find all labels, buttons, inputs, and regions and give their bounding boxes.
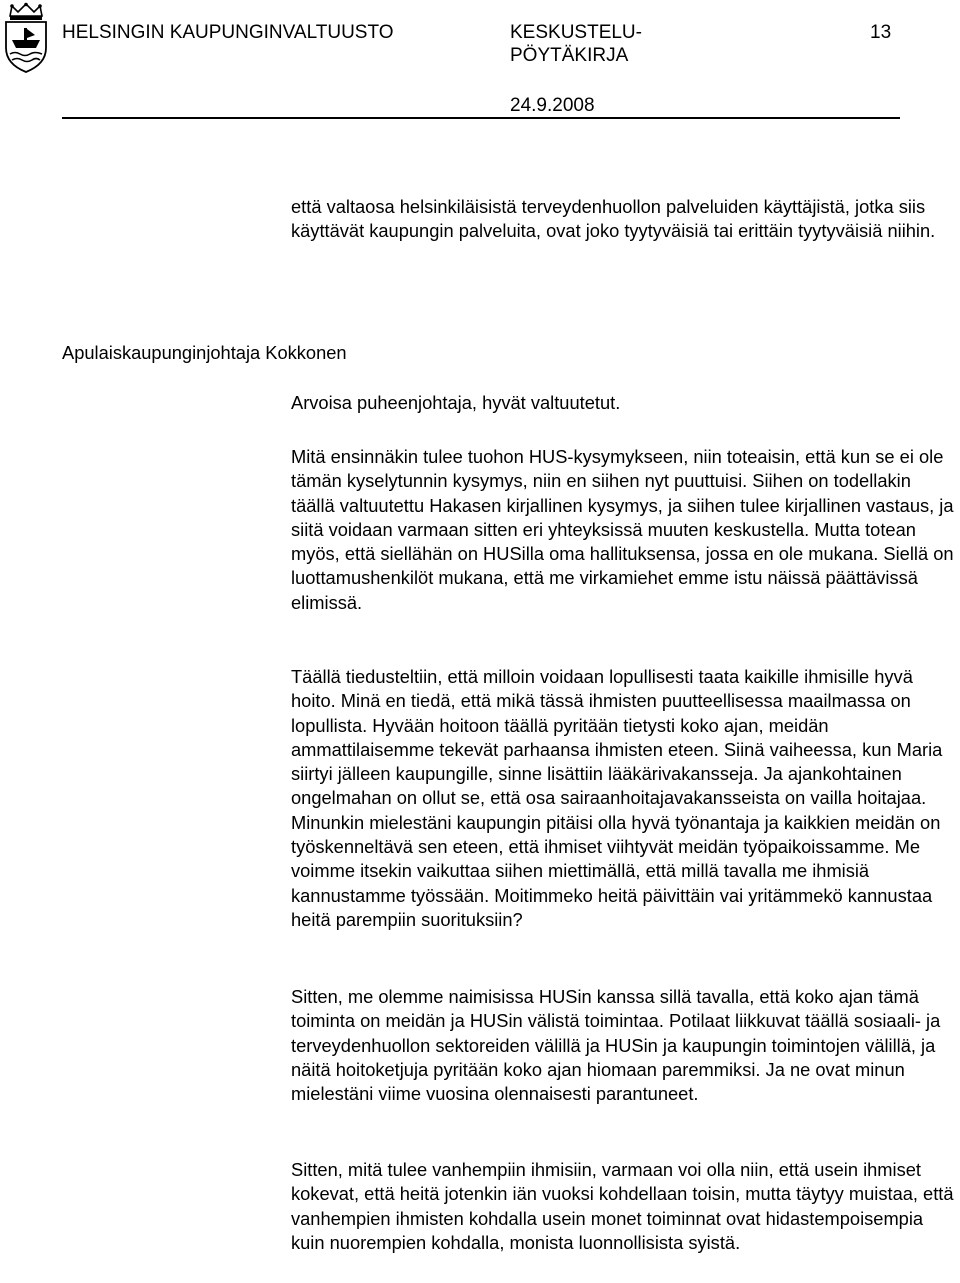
speech-paragraph-2: Täällä tiedusteltiin, että milloin voidaan lopullisesti taata kaikille ihmisille hyvä hoito. Minä en tiedä, että mikä tässä ihmisten puutteellisessa maailmassa on lopullista. Hyvään hoitoon täällä pyritään tietysti koko ajan, meidän ammattilaisemme tekevät parhaansa ihmisten eteen. Siinä vaiheessa, kun Maria siirtyi jälleen kaupungille, sinne lisättiin lääkärivakansseja. Ja ajankohtainen ongelmahan on ollut se, että osa sairaanhoitajavakansseista on vailla hoitajaa. Minunkin mielestäni kaupungin pitäisi olla hyvä työnantaja ja kaikkien meidän on työskenneltävä sen eteen, että ihmiset viihtyvät meidän työpaikoissamme. Me voimme itsekin vaikuttaa siihen miettimällä, että millä tavalla me ihmisiä kannustamme työssään. Moitimmeko heitä päivittäin vai yritämmekö kannustaa heitä parempiin suorituksiin? [291,666,943,930]
speech-paragraph-1: Mitä ensinnäkin tulee tuohon HUS-kysymykseen, niin toteaisin, että kun se ei ole tämän kyselytunnin kysymys, niin en siihen nyt puuttuisi. Siihen on todellakin täällä valtuutettu Hakasen kirjallinen kysymys, ja siihen tulee kirjallinen vastaus, ja siitä voidaan varmaan sitten eri yhteyksissä muuten keskustella. Mutta totean myös, että siellähän on HUSilla oma hallituksensa, jossa en ole mukana. Siellä on luottamushenkilöt mukana, että me virkamiehet emme istu näissä päättävissä elimissä. [291,446,954,613]
header-divider [62,117,900,119]
document-type-line1: KESKUSTELU- [510,22,642,43]
page-number: 13 [870,22,892,43]
helsinki-crest-icon [2,2,50,74]
speaker-name: Apulaiskaupunginjohtaja Kokkonen [62,342,347,363]
intro-paragraph: että valtaosa helsinkiläisistä terveydenhuollon palveluiden käyttäjistä, jotka siis käyttävät kaupungin palveluita, ovat joko tyytyväisiä tai erittäin tyytyväisiä niihin. [291,196,936,242]
document-type [510,21,710,67]
speech-paragraph-4: Sitten, mitä tulee vanhempiin ihmisiin, varmaan voi olla niin, että usein ihmiset kokevat, että heitä jotenkin iän vuoksi kohdellaan toisin, mutta täytyy muistaa, että vanhempien ihmisten kohdalla usein monet toiminnat ovat hidastempoisempia kuin nuorempien kohdalla, monista luonnollisista syistä. [291,1159,954,1253]
document-type-line2: PÖYTÄKIRJA [510,45,629,66]
speech-paragraph-3: Sitten, me olemme naimisissa HUSin kanssa sillä tavalla, että koko ajan tämä toiminta on meidän ja HUSin välistä toimintaa. Potilaat liikkuvat täällä sosiaali- ja terveydenhuollon sektoreiden välillä ja HUSin ja kaupungin toimintojen välillä, ja näitä hoitoketjuja pyritään koko ajan hiomaan paremmiksi. Ja ne ovat minun mielestäni viime vuosina olennaisesti parantuneet. [291,986,941,1105]
organization-name: HELSINGIN KAUPUNGINVALTUUSTO [62,22,394,43]
greeting-paragraph: Arvoisa puheenjohtaja, hyvät valtuutetut. [291,392,621,413]
meeting-date: 24.9.2008 [510,95,595,116]
